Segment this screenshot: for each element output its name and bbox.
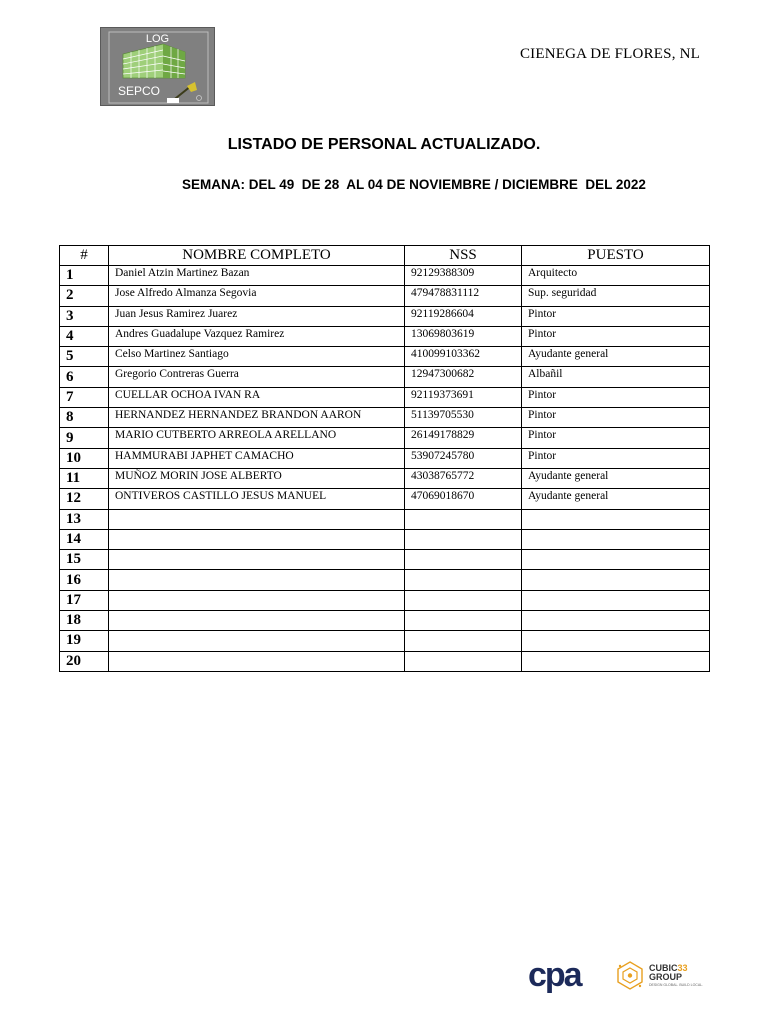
row-number: 19: [60, 631, 109, 651]
row-nss: 53907245780: [405, 448, 522, 468]
table-row: [60, 631, 710, 651]
table-row: [60, 367, 710, 387]
row-name: [109, 611, 405, 631]
row-nss: [405, 631, 522, 651]
row-position: Albañil: [522, 367, 710, 387]
row-nss: 92119373691: [405, 387, 522, 407]
row-nss: [405, 651, 522, 671]
row-nss: 47069018670: [405, 489, 522, 509]
row-number: 4: [60, 326, 109, 346]
row-name: Jose Alfredo Almanza Segovia: [109, 286, 405, 306]
row-name: [109, 631, 405, 651]
cubic-logo-text: [649, 964, 688, 982]
row-position: Ayudante general: [522, 489, 710, 509]
row-nss: [405, 590, 522, 610]
row-name: HERNANDEZ HERNANDEZ BRANDON AARON: [109, 408, 405, 428]
row-number: 11: [60, 468, 109, 488]
row-nss: [405, 550, 522, 570]
table-row: [60, 590, 710, 610]
row-name: Juan Jesus Ramirez Juarez: [109, 306, 405, 326]
row-name: Andres Guadalupe Vazquez Ramirez: [109, 326, 405, 346]
table-body: [60, 266, 710, 672]
row-position: [522, 550, 710, 570]
column-header-position: PUESTO: [522, 246, 710, 266]
table-row: [60, 468, 710, 488]
cubic-hex-icon: [614, 960, 646, 990]
logo-text-bottom: SEPCO: [118, 84, 161, 98]
document-title: LISTADO DE PERSONAL ACTUALIZADO.: [227, 136, 541, 153]
row-position: Pintor: [522, 428, 710, 448]
row-nss: 51139705530: [405, 408, 522, 428]
row-position: Arquitecto: [522, 266, 710, 286]
row-number: 6: [60, 367, 109, 387]
column-header-name: NOMBRE COMPLETO: [109, 246, 405, 266]
row-position: Pintor: [522, 326, 710, 346]
table-header-row: [60, 246, 710, 266]
table-row: [60, 387, 710, 407]
row-number: 2: [60, 286, 109, 306]
row-number: 18: [60, 611, 109, 631]
row-number: 7: [60, 387, 109, 407]
row-position: [522, 651, 710, 671]
row-nss: [405, 611, 522, 631]
row-number: 10: [60, 448, 109, 468]
row-nss: 92129388309: [405, 266, 522, 286]
row-position: Ayudante general: [522, 347, 710, 367]
row-name: [109, 509, 405, 529]
table-row: [60, 611, 710, 631]
row-nss: [405, 529, 522, 549]
row-position: [522, 509, 710, 529]
footer-logos: [528, 958, 718, 998]
row-position: Pintor: [522, 448, 710, 468]
table-row: [60, 570, 710, 590]
row-position: [522, 631, 710, 651]
personnel-table: [59, 245, 710, 672]
row-nss: 43038765772: [405, 468, 522, 488]
row-nss: 13069803619: [405, 326, 522, 346]
row-number: 1: [60, 266, 109, 286]
table-row: [60, 550, 710, 570]
document-subtitle: SEMANA: DEL 49 DE 28 AL 04 DE NOVIEMBRE / DICIEMBRE DEL 2022: [182, 177, 646, 192]
table-row: [60, 266, 710, 286]
row-name: HAMMURABI JAPHET CAMACHO: [109, 448, 405, 468]
row-position: Pintor: [522, 306, 710, 326]
row-name: [109, 651, 405, 671]
row-name: [109, 590, 405, 610]
row-nss: 12947300682: [405, 367, 522, 387]
table-row: [60, 448, 710, 468]
row-number: 5: [60, 347, 109, 367]
row-position: Pintor: [522, 387, 710, 407]
cpa-logo: [528, 958, 600, 994]
row-name: CUELLAR OCHOA IVAN RA: [109, 387, 405, 407]
row-number: 16: [60, 570, 109, 590]
row-number: 14: [60, 529, 109, 549]
column-header-nss: NSS: [405, 246, 522, 266]
row-name: Gregorio Contreras Guerra: [109, 367, 405, 387]
logo-text-top: LOG: [145, 33, 170, 45]
row-number: 20: [60, 651, 109, 671]
table-row: [60, 509, 710, 529]
cubic-tagline: DESIGN GLOBAL. BUILD LOCAL.: [649, 983, 704, 987]
company-logo: [100, 27, 215, 106]
row-name: Daniel Atzin Martinez Bazan: [109, 266, 405, 286]
row-nss: 92119286604: [405, 306, 522, 326]
row-position: Ayudante general: [522, 468, 710, 488]
table-row: [60, 489, 710, 509]
row-nss: 479478831112: [405, 286, 522, 306]
row-number: 15: [60, 550, 109, 570]
cubic-word: CUBIC: [649, 963, 678, 973]
row-number: 13: [60, 509, 109, 529]
row-position: [522, 529, 710, 549]
cubic-group: GROUP: [649, 972, 683, 982]
row-number: 3: [60, 306, 109, 326]
row-position: [522, 570, 710, 590]
row-nss: [405, 570, 522, 590]
row-name: MARIO CUTBERTO ARREOLA ARELLANO: [109, 428, 405, 448]
row-nss: 410099103362: [405, 347, 522, 367]
row-nss: 26149178829: [405, 428, 522, 448]
row-nss: [405, 509, 522, 529]
row-name: [109, 550, 405, 570]
table-row: [60, 326, 710, 346]
table-row: [60, 529, 710, 549]
column-header-number: #: [60, 246, 109, 266]
cubic-number: 33: [677, 963, 688, 973]
table-row: [60, 651, 710, 671]
row-position: Pintor: [522, 408, 710, 428]
row-name: [109, 529, 405, 549]
table-row: [60, 428, 710, 448]
row-position: [522, 611, 710, 631]
row-number: 8: [60, 408, 109, 428]
table-row: [60, 347, 710, 367]
row-number: 12: [60, 489, 109, 509]
row-number: 9: [60, 428, 109, 448]
row-name: [109, 570, 405, 590]
location-label: CIENEGA DE FLORES, NL: [519, 46, 700, 62]
table-row: [60, 286, 710, 306]
table-row: [60, 306, 710, 326]
row-number: 17: [60, 590, 109, 610]
row-name: MUÑOZ MORIN JOSE ALBERTO: [109, 468, 405, 488]
table-row: [60, 408, 710, 428]
row-name: Celso Martinez Santiago: [109, 347, 405, 367]
cpa-logo-text: cpa: [528, 958, 581, 994]
row-position: Sup. seguridad: [522, 286, 710, 306]
row-name: ONTIVEROS CASTILLO JESUS MANUEL: [109, 489, 405, 509]
row-position: [522, 590, 710, 610]
